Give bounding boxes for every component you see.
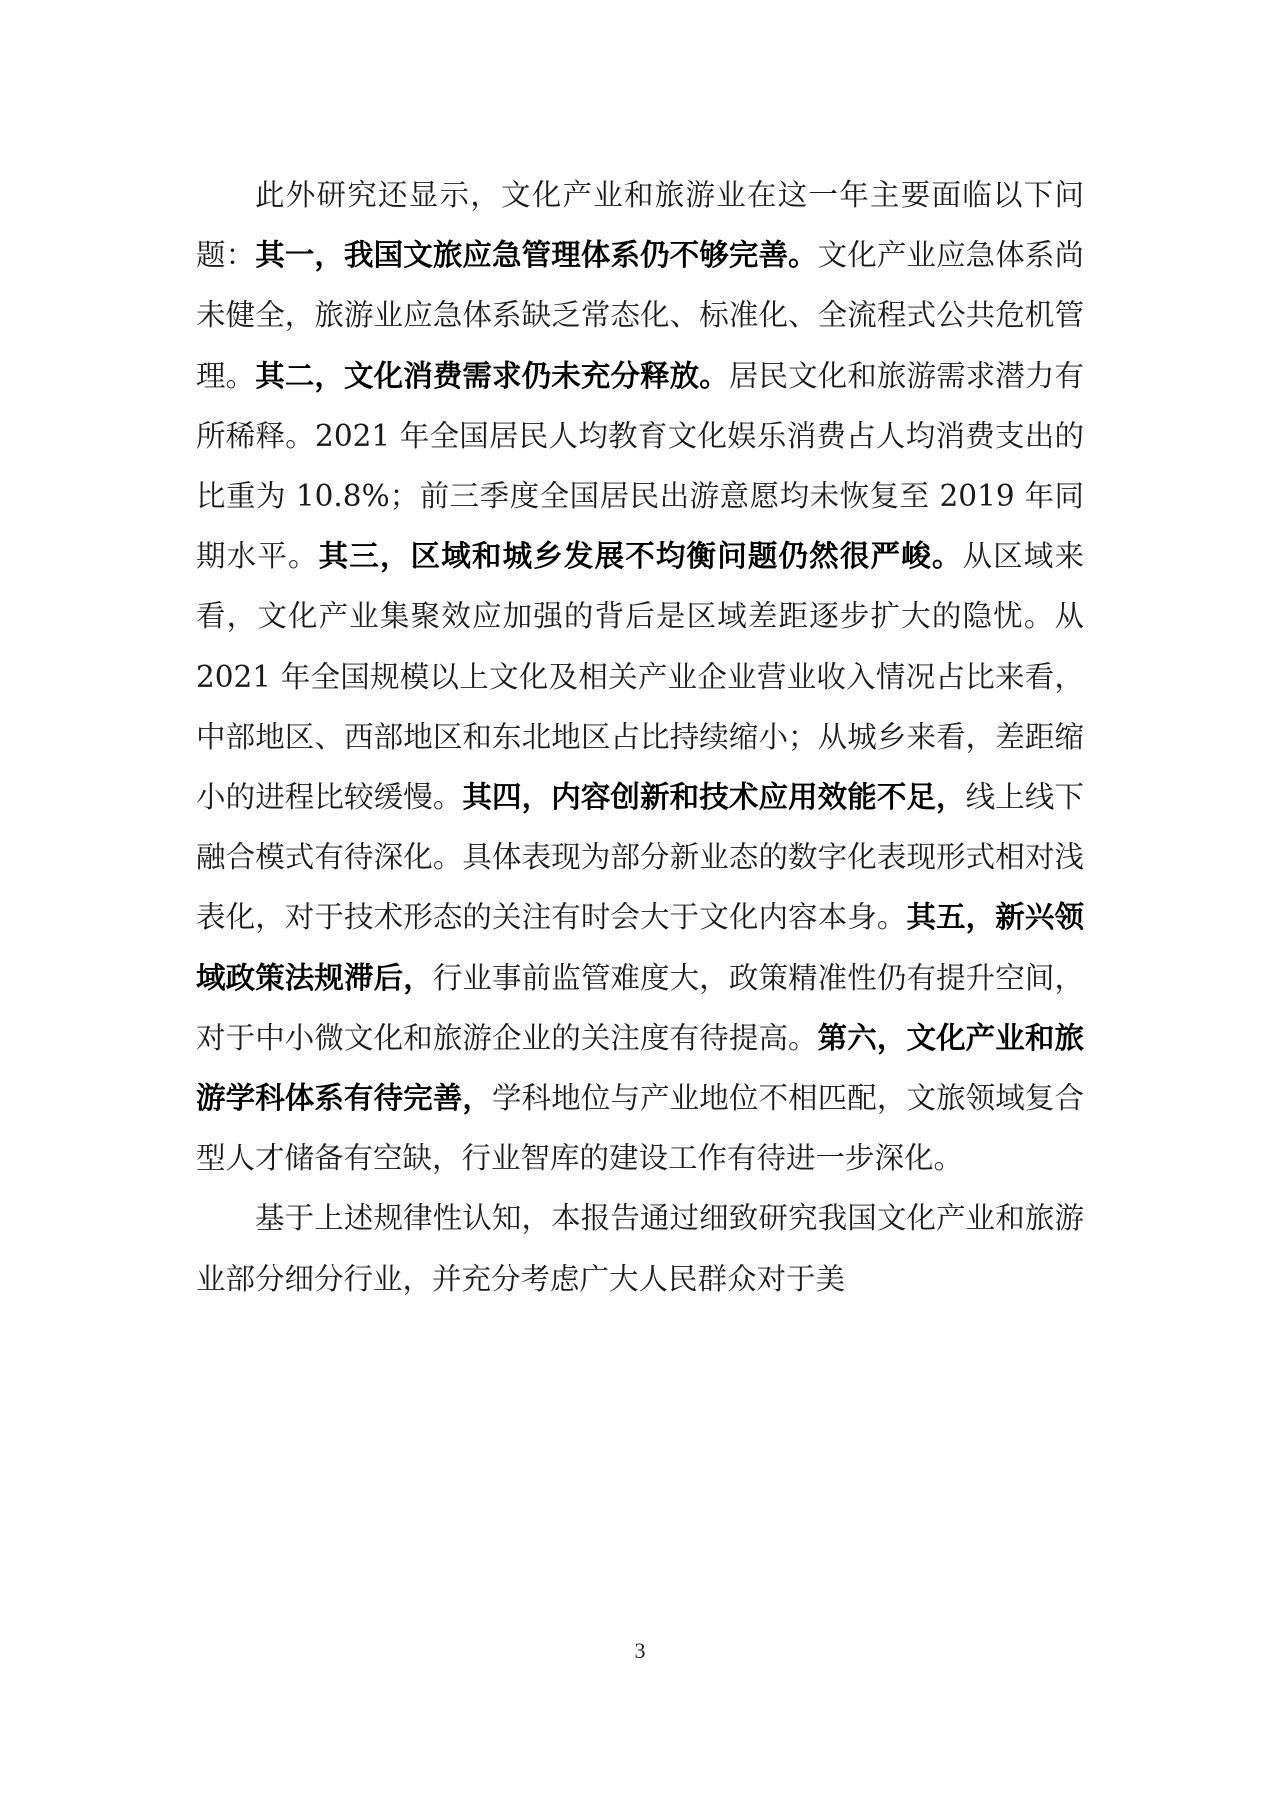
bold-heading-segment: 其四，内容创新和技术应用效能不足， [462,779,966,815]
body-text [196,165,1084,1309]
bold-heading-segment: 其二，文化消费需求仍未充分释放。 [255,357,729,393]
paragraph-2 [196,1188,1084,1308]
text-segment: 行业事前监管难度大，政策精准性仍有提升空间，对于中小微文化和旅游企业的关注度有待提高。 [196,960,1084,1055]
text-segment: 线上线下融合模式有待深化。具体表现为部分新业态的数字化表现形式相对浅表化，对于技术形态的关注有时会大于文化内容本身。 [196,780,1084,935]
bold-heading-segment: 其三，区域和城乡发展不均衡问题仍然很严峻。 [318,538,963,574]
text-segment: 居民文化和旅游需求潜力有所稀释。2021 年全国居民人均教育文化娱乐消费占人均消费支出的比重为 10.8%；前三季度全国居民出游意愿均未恢复至 2019 年同期水平。 [196,358,1084,574]
bold-heading-segment: 其一，我国文旅应急管理体系仍不够完善。 [255,237,818,273]
paragraph-1 [196,165,1084,1188]
bold-heading-segment: 第六，文化产业和旅游学科体系有待完善， [196,1019,1084,1116]
page-number: 3 [634,1638,646,1663]
text-segment: 文化产业应急体系尚未健全，旅游业应急体系缺乏常态化、标准化、全流程式公共危机管理。 [196,238,1084,393]
text-segment: 基于上述规律性认知，本报告通过细致研究我国文化产业和旅游业部分细分行业，并充分考虑广大人民群众对于美 [196,1201,1084,1296]
bold-heading-segment: 其五，新兴领域政策法规滞后， [196,899,1084,995]
text-segment: 此外研究还显示，文化产业和旅游业在这一年主要面临以下问题： [196,178,1084,273]
text-segment: 从区域来看，文化产业集聚效应加强的背后是区域差距逐步扩大的隐忧。从 2021 年全国规模以上文化及相关产业企业营业收入情况占比来看，中部地区、西部地区和东北地区占比持续缩小；从城乡来看，差距缩小的进程比较缓慢。 [196,539,1084,815]
text-segment: 学科地位与产业地位不相匹配，文旅领域复合型人才储备有空缺，行业智库的建设工作有待进一步深化。 [196,1081,1084,1176]
